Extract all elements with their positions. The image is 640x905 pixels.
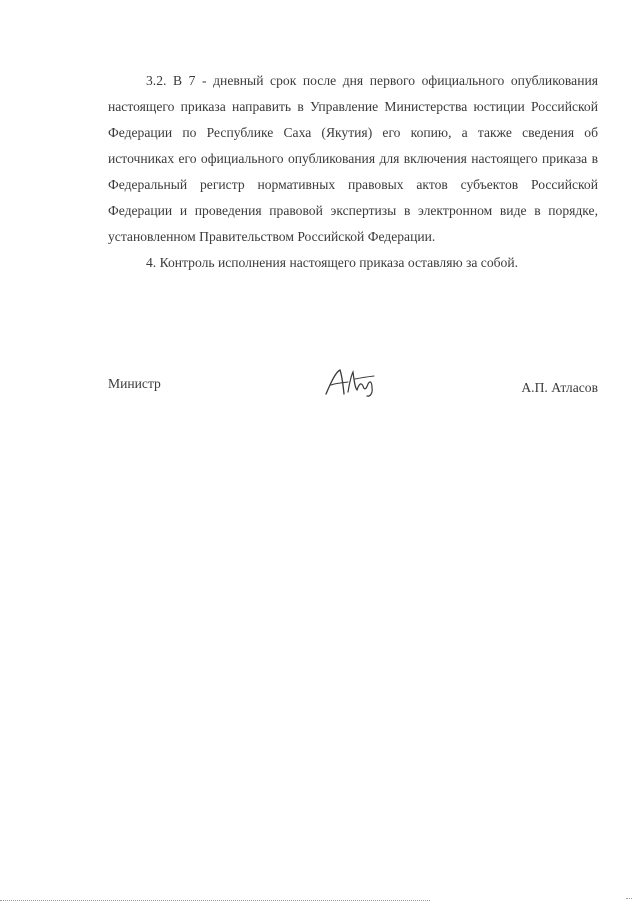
signatory-title: Министр xyxy=(108,376,161,391)
footer-corner-mark xyxy=(626,898,632,903)
handwritten-signature xyxy=(322,366,382,400)
footer-dotted-rule xyxy=(0,900,430,901)
paragraph-4: 4. Контроль исполнения настоящего приказа оставляю за собой. xyxy=(146,255,519,270)
document-body xyxy=(108,68,598,276)
paragraph-3-2: 3.2. В 7 - дневный срок после дня первого официального опубликования настоящего приказа направить в Управление Министерства юстиции Российской Федерации по Республике Саха (Якутия) его копию, а также сведения об источниках его официального опубликования для включения настоящего приказа в Федеральный регистр нормативных правовых актов субъектов Российской Федерации и проведения правовой экспертизы в электронном виде в порядке, установленном Правительством Российской Федерации. xyxy=(108,73,598,244)
signatory-name: А.П. Атласов xyxy=(521,380,598,395)
signature-block xyxy=(108,372,598,412)
